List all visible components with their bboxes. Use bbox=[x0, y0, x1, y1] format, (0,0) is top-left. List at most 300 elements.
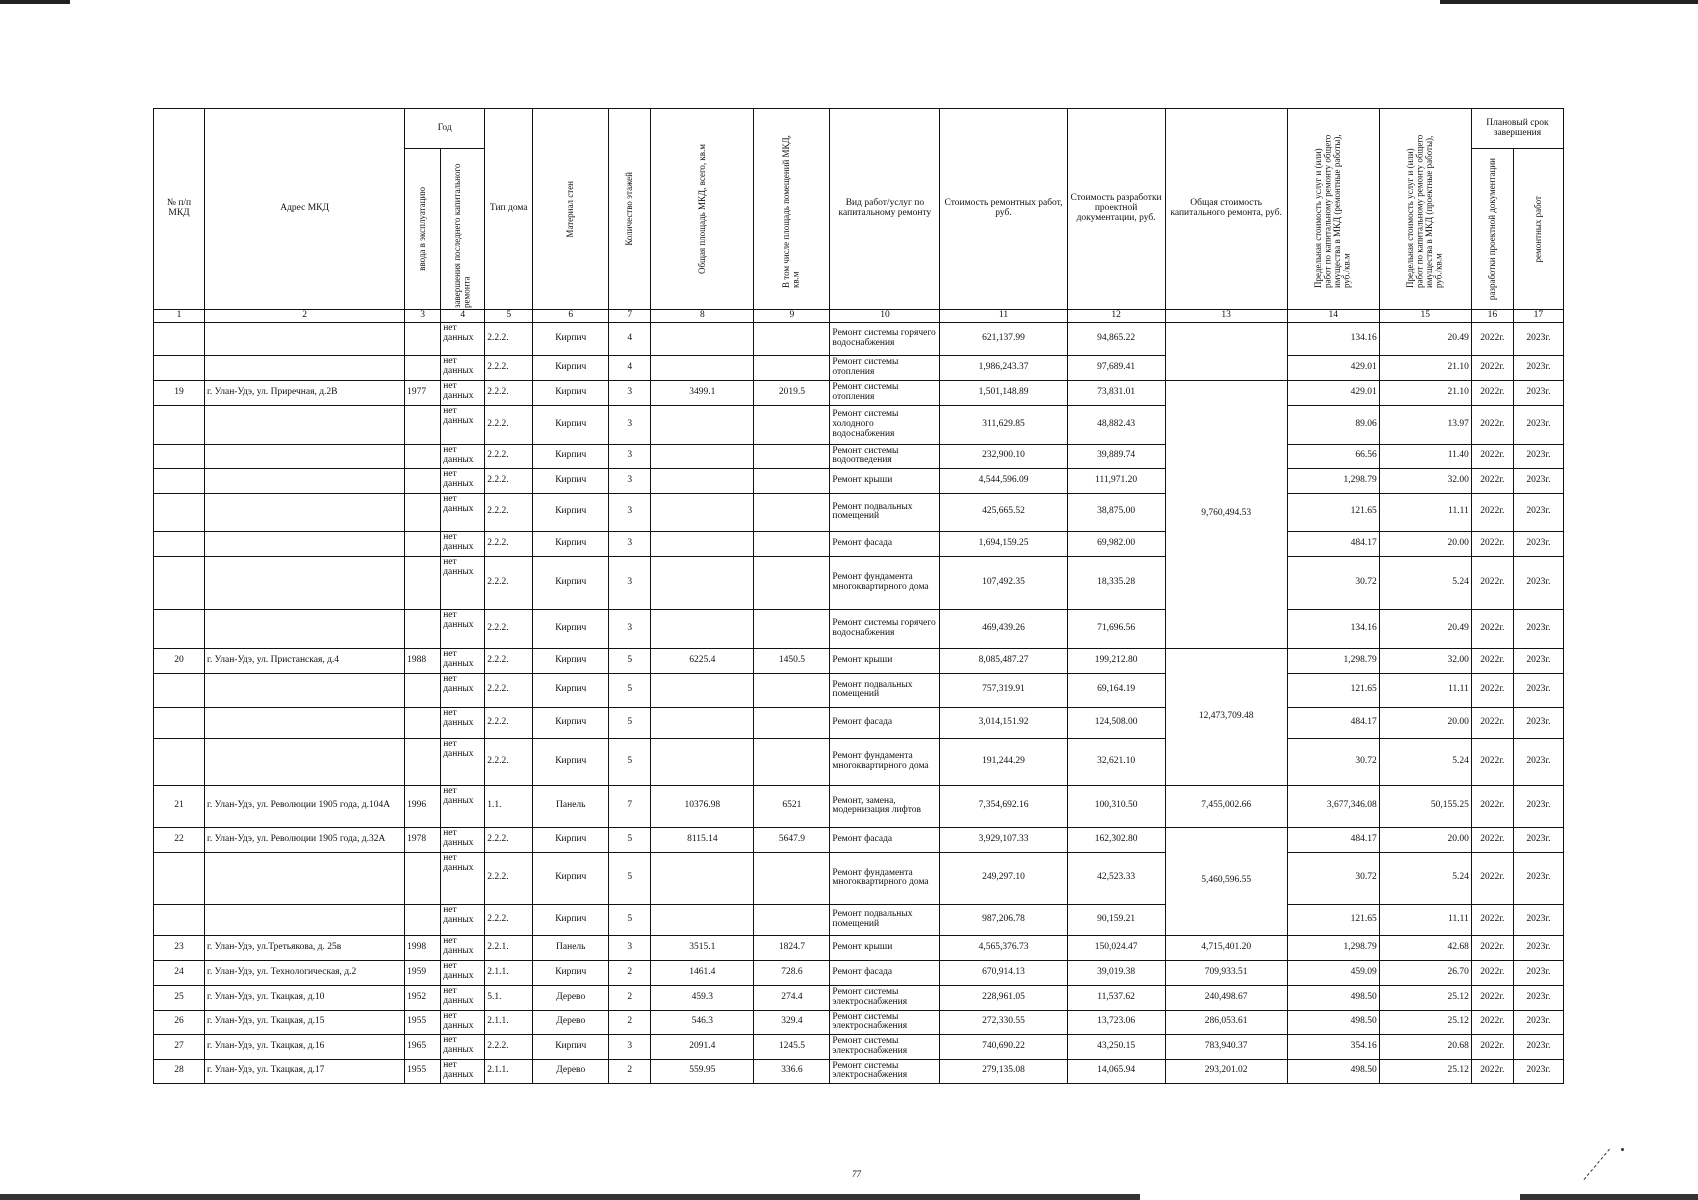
last-repair: нет данных bbox=[441, 904, 485, 935]
total-area: 8115.14 bbox=[651, 827, 754, 852]
premises-area bbox=[754, 493, 830, 531]
commissioning-year bbox=[405, 444, 441, 468]
capital-repair-table bbox=[153, 108, 1564, 1084]
house-type: 2.2.2. bbox=[485, 380, 533, 405]
design-cost: 14,065.94 bbox=[1067, 1059, 1165, 1083]
design-cost: 71,696.56 bbox=[1067, 609, 1165, 648]
total-area bbox=[651, 738, 754, 785]
total-cost: 286,053.61 bbox=[1165, 1010, 1287, 1034]
premises-area: 728.6 bbox=[754, 960, 830, 985]
work-type: Ремонт подвальных помещений bbox=[830, 493, 940, 531]
repair-cost: 3,929,107.33 bbox=[940, 827, 1067, 852]
repair-cost: 191,244.29 bbox=[940, 738, 1067, 785]
commissioning-year bbox=[405, 493, 441, 531]
total-area bbox=[651, 609, 754, 648]
limit-repair: 3,677,346.08 bbox=[1287, 785, 1379, 827]
house-type: 2.2.2. bbox=[485, 852, 533, 904]
repair-cost: 1,986,243.37 bbox=[940, 355, 1067, 380]
header-floors: Количество этажей bbox=[609, 109, 651, 310]
floors: 3 bbox=[609, 444, 651, 468]
limit-repair: 429.01 bbox=[1287, 355, 1379, 380]
table-row bbox=[154, 673, 1564, 707]
last-repair: нет данных bbox=[441, 738, 485, 785]
plan-design: 2022г. bbox=[1471, 1010, 1513, 1034]
floors: 3 bbox=[609, 609, 651, 648]
total-cost: 5,460,596.55 bbox=[1165, 827, 1287, 935]
work-type: Ремонт, замена, модернизация лифтов bbox=[830, 785, 940, 827]
limit-repair: 498.50 bbox=[1287, 1010, 1379, 1034]
premises-area: 1824.7 bbox=[754, 935, 830, 960]
design-cost: 39,019.38 bbox=[1067, 960, 1165, 985]
limit-repair: 66.56 bbox=[1287, 444, 1379, 468]
total-area bbox=[651, 444, 754, 468]
limit-design: 20.49 bbox=[1379, 322, 1471, 355]
table-row bbox=[154, 380, 1564, 405]
header-commissioning-year: ввода в эксплуатацию bbox=[405, 149, 441, 310]
design-cost: 199,212.80 bbox=[1067, 648, 1165, 673]
row-number bbox=[154, 852, 205, 904]
work-type: Ремонт подвальных помещений bbox=[830, 904, 940, 935]
plan-repair: 2023г. bbox=[1513, 648, 1563, 673]
plan-design: 2022г. bbox=[1471, 985, 1513, 1010]
limit-design: 20.00 bbox=[1379, 827, 1471, 852]
commissioning-year: 1955 bbox=[405, 1059, 441, 1083]
plan-design: 2022г. bbox=[1471, 852, 1513, 904]
last-repair: нет данных bbox=[441, 322, 485, 355]
table-row bbox=[154, 531, 1564, 556]
row-number: 28 bbox=[154, 1059, 205, 1083]
work-type: Ремонт фасада bbox=[830, 960, 940, 985]
total-area: 2091.4 bbox=[651, 1034, 754, 1059]
limit-repair: 30.72 bbox=[1287, 556, 1379, 609]
total-cost: 12,473,709.48 bbox=[1165, 648, 1287, 785]
design-cost: 73,831.01 bbox=[1067, 380, 1165, 405]
plan-repair: 2023г. bbox=[1513, 355, 1563, 380]
design-cost: 11,537.62 bbox=[1067, 985, 1165, 1010]
commissioning-year: 1977 bbox=[405, 380, 441, 405]
last-repair: нет данных bbox=[441, 556, 485, 609]
house-type: 2.2.2. bbox=[485, 1034, 533, 1059]
premises-area: 1245.5 bbox=[754, 1034, 830, 1059]
limit-repair: 429.01 bbox=[1287, 380, 1379, 405]
address bbox=[205, 556, 405, 609]
design-cost: 97,689.41 bbox=[1067, 355, 1165, 380]
repair-cost: 272,330.55 bbox=[940, 1010, 1067, 1034]
work-type: Ремонт системы электроснабжения bbox=[830, 1034, 940, 1059]
premises-area bbox=[754, 904, 830, 935]
table-row bbox=[154, 468, 1564, 493]
repair-cost: 7,354,692.16 bbox=[940, 785, 1067, 827]
house-type: 2.2.2. bbox=[485, 444, 533, 468]
header-premises-area: В том числе площадь помещений МКД, кв.м bbox=[754, 109, 830, 310]
limit-design: 11.11 bbox=[1379, 493, 1471, 531]
work-type: Ремонт фасада bbox=[830, 531, 940, 556]
limit-repair: 484.17 bbox=[1287, 531, 1379, 556]
premises-area bbox=[754, 609, 830, 648]
row-number bbox=[154, 609, 205, 648]
house-type: 2.2.2. bbox=[485, 405, 533, 444]
floors: 3 bbox=[609, 556, 651, 609]
last-repair: нет данных bbox=[441, 707, 485, 738]
house-type: 5.1. bbox=[485, 985, 533, 1010]
table-row bbox=[154, 935, 1564, 960]
plan-repair: 2023г. bbox=[1513, 468, 1563, 493]
limit-repair: 498.50 bbox=[1287, 985, 1379, 1010]
table-row bbox=[154, 960, 1564, 985]
repair-cost: 469,439.26 bbox=[940, 609, 1067, 648]
work-type: Ремонт системы электроснабжения bbox=[830, 1059, 940, 1083]
wall-material: Кирпич bbox=[533, 852, 609, 904]
commissioning-year bbox=[405, 468, 441, 493]
plan-design: 2022г. bbox=[1471, 785, 1513, 827]
row-number: 22 bbox=[154, 827, 205, 852]
scan-edge-bottom-gap bbox=[1140, 1194, 1520, 1200]
table-row bbox=[154, 1010, 1564, 1034]
row-number: 24 bbox=[154, 960, 205, 985]
total-cost: 7,455,002.66 bbox=[1165, 785, 1287, 827]
work-type: Ремонт подвальных помещений bbox=[830, 673, 940, 707]
commissioning-year: 1965 bbox=[405, 1034, 441, 1059]
floors: 3 bbox=[609, 493, 651, 531]
work-type: Ремонт крыши bbox=[830, 935, 940, 960]
header-wall-material: Материал стен bbox=[533, 109, 609, 310]
plan-repair: 2023г. bbox=[1513, 1059, 1563, 1083]
address: г. Улан-Удэ, ул. Революции 1905 года, д.32А bbox=[205, 827, 405, 852]
floors: 2 bbox=[609, 1010, 651, 1034]
house-type: 1.1. bbox=[485, 785, 533, 827]
work-type: Ремонт системы горячего водоснабжения bbox=[830, 609, 940, 648]
last-repair: нет данных bbox=[441, 355, 485, 380]
row-number bbox=[154, 738, 205, 785]
design-cost: 32,621.10 bbox=[1067, 738, 1165, 785]
header-design-cost: Стоимость разработки проектной документации, руб. bbox=[1067, 109, 1165, 310]
plan-design: 2022г. bbox=[1471, 648, 1513, 673]
last-repair: нет данных bbox=[441, 827, 485, 852]
plan-repair: 2023г. bbox=[1513, 556, 1563, 609]
limit-design: 21.10 bbox=[1379, 355, 1471, 380]
work-type: Ремонт системы электроснабжения bbox=[830, 985, 940, 1010]
work-type: Ремонт системы отопления bbox=[830, 380, 940, 405]
total-area bbox=[651, 493, 754, 531]
plan-design: 2022г. bbox=[1471, 1059, 1513, 1083]
commissioning-year: 1959 bbox=[405, 960, 441, 985]
design-cost: 100,310.50 bbox=[1067, 785, 1165, 827]
table-row bbox=[154, 738, 1564, 785]
design-cost: 111,971.20 bbox=[1067, 468, 1165, 493]
last-repair: нет данных bbox=[441, 444, 485, 468]
header-total-cost: Общая стоимость капитального ремонта, руб. bbox=[1165, 109, 1287, 310]
last-repair: нет данных bbox=[441, 960, 485, 985]
wall-material: Кирпич bbox=[533, 827, 609, 852]
total-area bbox=[651, 468, 754, 493]
repair-cost: 757,319.91 bbox=[940, 673, 1067, 707]
table-row bbox=[154, 444, 1564, 468]
premises-area: 329.4 bbox=[754, 1010, 830, 1034]
limit-repair: 498.50 bbox=[1287, 1059, 1379, 1083]
total-area bbox=[651, 355, 754, 380]
total-cost: 293,201.02 bbox=[1165, 1059, 1287, 1083]
limit-design: 5.24 bbox=[1379, 738, 1471, 785]
wall-material: Кирпич bbox=[533, 556, 609, 609]
floors: 4 bbox=[609, 355, 651, 380]
premises-area bbox=[754, 405, 830, 444]
work-type: Ремонт фундамента многоквартирного дома bbox=[830, 852, 940, 904]
header-limit-repair: Предельная стоимость услуг и (или) работ по капитальному ремонту общего имущества в МКД (ремонтные работы), руб./кв.м bbox=[1287, 109, 1379, 310]
premises-area: 2019.5 bbox=[754, 380, 830, 405]
header-last-repair-year: завершения последнего капитального ремонта bbox=[441, 149, 485, 310]
commissioning-year: 1988 bbox=[405, 648, 441, 673]
plan-repair: 2023г. bbox=[1513, 1010, 1563, 1034]
plan-design: 2022г. bbox=[1471, 960, 1513, 985]
commissioning-year bbox=[405, 405, 441, 444]
premises-area bbox=[754, 852, 830, 904]
header-plan-repair: ремонтных работ bbox=[1513, 149, 1563, 310]
table-row bbox=[154, 1034, 1564, 1059]
house-type: 2.2.2. bbox=[485, 468, 533, 493]
premises-area: 1450.5 bbox=[754, 648, 830, 673]
wall-material: Дерево bbox=[533, 985, 609, 1010]
plan-repair: 2023г. bbox=[1513, 904, 1563, 935]
plan-design: 2022г. bbox=[1471, 556, 1513, 609]
wall-material: Кирпич bbox=[533, 355, 609, 380]
design-cost: 150,024.47 bbox=[1067, 935, 1165, 960]
floors: 3 bbox=[609, 531, 651, 556]
row-number bbox=[154, 405, 205, 444]
wall-material: Кирпич bbox=[533, 380, 609, 405]
work-type: Ремонт системы отопления bbox=[830, 355, 940, 380]
table-row bbox=[154, 648, 1564, 673]
design-cost: 124,508.00 bbox=[1067, 707, 1165, 738]
repair-cost: 232,900.10 bbox=[940, 444, 1067, 468]
plan-repair: 2023г. bbox=[1513, 985, 1563, 1010]
header-address: Адрес МКД bbox=[205, 109, 405, 310]
repair-cost: 279,135.08 bbox=[940, 1059, 1067, 1083]
repair-cost: 1,694,159.25 bbox=[940, 531, 1067, 556]
premises-area: 5647.9 bbox=[754, 827, 830, 852]
limit-design: 25.12 bbox=[1379, 1010, 1471, 1034]
row-number: 21 bbox=[154, 785, 205, 827]
house-type: 2.1.1. bbox=[485, 1010, 533, 1034]
floors: 5 bbox=[609, 673, 651, 707]
total-area bbox=[651, 707, 754, 738]
total-cost: 9,760,494.53 bbox=[1165, 380, 1287, 648]
commissioning-year bbox=[405, 673, 441, 707]
address bbox=[205, 673, 405, 707]
last-repair: нет данных bbox=[441, 985, 485, 1010]
address bbox=[205, 904, 405, 935]
row-number bbox=[154, 556, 205, 609]
repair-cost: 4,565,376.73 bbox=[940, 935, 1067, 960]
limit-design: 20.49 bbox=[1379, 609, 1471, 648]
house-type: 2.2.2. bbox=[485, 493, 533, 531]
premises-area bbox=[754, 355, 830, 380]
total-cost: 4,715,401.20 bbox=[1165, 935, 1287, 960]
commissioning-year: 1998 bbox=[405, 935, 441, 960]
address bbox=[205, 609, 405, 648]
last-repair: нет данных bbox=[441, 785, 485, 827]
table-row bbox=[154, 405, 1564, 444]
commissioning-year bbox=[405, 609, 441, 648]
row-number bbox=[154, 673, 205, 707]
address bbox=[205, 738, 405, 785]
premises-area: 336.6 bbox=[754, 1059, 830, 1083]
total-area: 3515.1 bbox=[651, 935, 754, 960]
address bbox=[205, 852, 405, 904]
premises-area bbox=[754, 531, 830, 556]
limit-design: 32.00 bbox=[1379, 648, 1471, 673]
address bbox=[205, 355, 405, 380]
repair-cost: 1,501,148.89 bbox=[940, 380, 1067, 405]
plan-repair: 2023г. bbox=[1513, 960, 1563, 985]
plan-repair: 2023г. bbox=[1513, 1034, 1563, 1059]
row-number: 19 bbox=[154, 380, 205, 405]
address: г. Улан-Удэ, ул. Ткацкая, д.15 bbox=[205, 1010, 405, 1034]
plan-repair: 2023г. bbox=[1513, 380, 1563, 405]
last-repair: нет данных bbox=[441, 1034, 485, 1059]
address: г. Улан-Удэ, ул. Ткацкая, д.17 bbox=[205, 1059, 405, 1083]
limit-design: 25.12 bbox=[1379, 985, 1471, 1010]
plan-design: 2022г. bbox=[1471, 609, 1513, 648]
plan-repair: 2023г. bbox=[1513, 785, 1563, 827]
work-type: Ремонт системы холодного водоснабжения bbox=[830, 405, 940, 444]
repair-cost: 4,544,596.09 bbox=[940, 468, 1067, 493]
house-type: 2.1.1. bbox=[485, 1059, 533, 1083]
floors: 2 bbox=[609, 1059, 651, 1083]
row-number bbox=[154, 444, 205, 468]
header-year-group: Год bbox=[405, 109, 485, 149]
commissioning-year bbox=[405, 904, 441, 935]
row-number: 25 bbox=[154, 985, 205, 1010]
limit-design: 21.10 bbox=[1379, 380, 1471, 405]
address: г. Улан-Удэ, ул. Пристанская, д.4 bbox=[205, 648, 405, 673]
house-type: 2.1.1. bbox=[485, 960, 533, 985]
premises-area bbox=[754, 444, 830, 468]
last-repair: нет данных bbox=[441, 648, 485, 673]
premises-area bbox=[754, 738, 830, 785]
wall-material: Кирпич bbox=[533, 738, 609, 785]
limit-repair: 459.09 bbox=[1287, 960, 1379, 985]
address: г. Улан-Удэ, ул. Ткацкая, д.16 bbox=[205, 1034, 405, 1059]
address: г. Улан-Удэ, ул. Технологическая, д.2 bbox=[205, 960, 405, 985]
plan-repair: 2023г. bbox=[1513, 673, 1563, 707]
house-type: 2.2.2. bbox=[485, 322, 533, 355]
total-area bbox=[651, 405, 754, 444]
total-area bbox=[651, 673, 754, 707]
floors: 2 bbox=[609, 985, 651, 1010]
premises-area bbox=[754, 673, 830, 707]
plan-design: 2022г. bbox=[1471, 468, 1513, 493]
total-area: 6225.4 bbox=[651, 648, 754, 673]
floors: 3 bbox=[609, 935, 651, 960]
work-type: Ремонт фасада bbox=[830, 827, 940, 852]
floors: 3 bbox=[609, 405, 651, 444]
wall-material: Кирпич bbox=[533, 609, 609, 648]
plan-design: 2022г. bbox=[1471, 1034, 1513, 1059]
work-type: Ремонт фасада bbox=[830, 707, 940, 738]
floors: 5 bbox=[609, 904, 651, 935]
design-cost: 48,882.43 bbox=[1067, 405, 1165, 444]
plan-design: 2022г. bbox=[1471, 531, 1513, 556]
floors: 5 bbox=[609, 738, 651, 785]
work-type: Ремонт системы горячего водоснабжения bbox=[830, 322, 940, 355]
design-cost: 18,335.28 bbox=[1067, 556, 1165, 609]
limit-repair: 121.65 bbox=[1287, 673, 1379, 707]
wall-material: Кирпич bbox=[533, 707, 609, 738]
limit-repair: 484.17 bbox=[1287, 707, 1379, 738]
plan-repair: 2023г. bbox=[1513, 738, 1563, 785]
design-cost: 162,302.80 bbox=[1067, 827, 1165, 852]
limit-repair: 30.72 bbox=[1287, 738, 1379, 785]
column-number-row: 1 2 3 4 5 6 7 8 9 10 11 12 13 14 15 16 17 bbox=[154, 310, 1564, 323]
table-row bbox=[154, 493, 1564, 531]
limit-design: 50,155.25 bbox=[1379, 785, 1471, 827]
row-number bbox=[154, 707, 205, 738]
table-body bbox=[154, 322, 1564, 1083]
plan-repair: 2023г. bbox=[1513, 444, 1563, 468]
row-number bbox=[154, 904, 205, 935]
repair-cost: 987,206.78 bbox=[940, 904, 1067, 935]
address bbox=[205, 468, 405, 493]
last-repair: нет данных bbox=[441, 935, 485, 960]
plan-design: 2022г. bbox=[1471, 673, 1513, 707]
plan-design: 2022г. bbox=[1471, 405, 1513, 444]
row-number bbox=[154, 322, 205, 355]
last-repair: нет данных bbox=[441, 852, 485, 904]
address: г. Улан-Удэ, ул. Приречная, д.2В bbox=[205, 380, 405, 405]
last-repair: нет данных bbox=[441, 1059, 485, 1083]
wall-material: Дерево bbox=[533, 1059, 609, 1083]
commissioning-year: 1955 bbox=[405, 1010, 441, 1034]
address bbox=[205, 707, 405, 738]
plan-design: 2022г. bbox=[1471, 355, 1513, 380]
plan-design: 2022г. bbox=[1471, 707, 1513, 738]
wall-material: Кирпич bbox=[533, 648, 609, 673]
design-cost: 69,164.19 bbox=[1067, 673, 1165, 707]
repair-cost: 740,690.22 bbox=[940, 1034, 1067, 1059]
total-area: 546.3 bbox=[651, 1010, 754, 1034]
row-number: 26 bbox=[154, 1010, 205, 1034]
last-repair: нет данных bbox=[441, 609, 485, 648]
repair-cost: 8,085,487.27 bbox=[940, 648, 1067, 673]
plan-design: 2022г. bbox=[1471, 322, 1513, 355]
wall-material: Кирпич bbox=[533, 1034, 609, 1059]
limit-repair: 30.72 bbox=[1287, 852, 1379, 904]
commissioning-year bbox=[405, 707, 441, 738]
total-cost bbox=[1165, 322, 1287, 380]
last-repair: нет данных bbox=[441, 1010, 485, 1034]
table-row bbox=[154, 852, 1564, 904]
wall-material: Кирпич bbox=[533, 493, 609, 531]
last-repair: нет данных bbox=[441, 468, 485, 493]
address bbox=[205, 531, 405, 556]
work-type: Ремонт системы водоотведения bbox=[830, 444, 940, 468]
limit-repair: 121.65 bbox=[1287, 493, 1379, 531]
limit-design: 11.40 bbox=[1379, 444, 1471, 468]
house-type: 2.2.2. bbox=[485, 707, 533, 738]
limit-repair: 134.16 bbox=[1287, 322, 1379, 355]
limit-repair: 89.06 bbox=[1287, 405, 1379, 444]
premises-area bbox=[754, 707, 830, 738]
total-area bbox=[651, 556, 754, 609]
address: г. Улан-Удэ, ул. Революции 1905 года, д.104А bbox=[205, 785, 405, 827]
premises-area: 6521 bbox=[754, 785, 830, 827]
last-repair: нет данных bbox=[441, 380, 485, 405]
plan-repair: 2023г. bbox=[1513, 405, 1563, 444]
limit-repair: 354.16 bbox=[1287, 1034, 1379, 1059]
repair-cost: 3,014,151.92 bbox=[940, 707, 1067, 738]
commissioning-year: 1952 bbox=[405, 985, 441, 1010]
address: г. Улан-Удэ, ул. Ткацкая, д.10 bbox=[205, 985, 405, 1010]
